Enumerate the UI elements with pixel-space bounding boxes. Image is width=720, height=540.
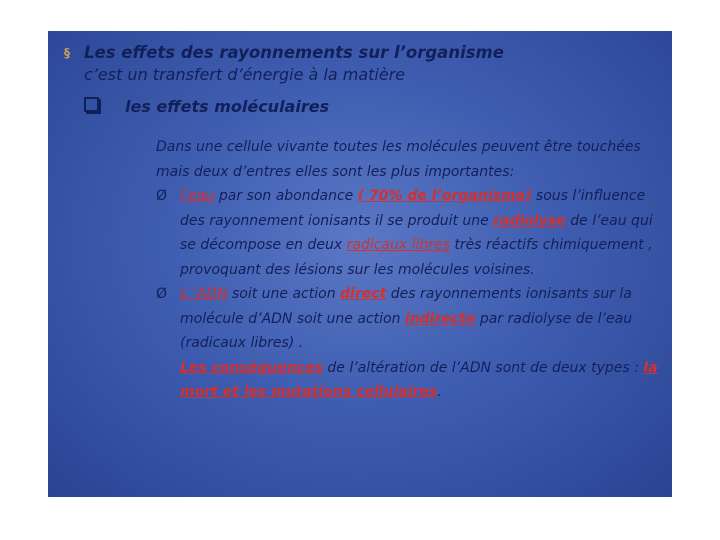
indirect-term: indirecte bbox=[404, 310, 476, 327]
death-mutations-term: la mort et les mutations cellulaires bbox=[180, 359, 658, 400]
free-radicals-term: radicaux libres bbox=[346, 237, 450, 253]
dna-text-5: . bbox=[437, 384, 442, 400]
dna-text-3: par radiolyse de l’eau (radicaux libres) . bbox=[180, 310, 633, 351]
slide-body bbox=[156, 135, 666, 405]
title-line-2: c’est un transfert d’énergie à la matière bbox=[84, 65, 406, 84]
radiolysis-term: radiolyse bbox=[493, 212, 566, 229]
arrow-bullet-icon: Ø bbox=[156, 286, 168, 302]
water-percentage: ( 70% de l’organisme) bbox=[357, 188, 532, 204]
list-item-water bbox=[156, 184, 666, 282]
dna-text-1: soit une action bbox=[227, 286, 341, 302]
section-heading bbox=[84, 97, 329, 116]
direct-term: direct bbox=[340, 286, 387, 302]
dna-text-4: de l’altération de l’ADN sont de deux types : bbox=[322, 359, 644, 376]
title-line-1: Les effets des rayonnements sur l’organisme bbox=[84, 43, 504, 62]
section-heading-label: les effets moléculaires bbox=[125, 97, 330, 116]
square-bullet-icon: § bbox=[64, 46, 70, 60]
dna-text-2: des rayonnements ionisants sur la molécule d’ADN soit une action bbox=[180, 286, 632, 327]
consequences-term: Les conséquences bbox=[180, 359, 323, 376]
water-text-3: de l’eau qui se décompose en deux bbox=[180, 212, 653, 253]
water-text-2: sous l’influence des rayonnement ionisants il se produit une bbox=[180, 188, 646, 229]
water-term: l’eau bbox=[180, 188, 215, 204]
list-item-dna bbox=[156, 282, 666, 405]
slide bbox=[48, 31, 672, 497]
water-text-1: par son abondance bbox=[214, 188, 358, 204]
dna-term: L ’ADN bbox=[180, 286, 228, 302]
arrow-bullet-icon: Ø bbox=[156, 188, 168, 204]
water-text-4: très réactifs chimiquement , provoquant des lésions sur les molécules voisines. bbox=[180, 237, 653, 278]
checkbox-bullet-icon bbox=[84, 97, 99, 112]
intro-text: Dans une cellule vivante toutes les molécules peuvent être touchées mais deux d’entres elles sont les plus importantes: bbox=[156, 139, 641, 180]
